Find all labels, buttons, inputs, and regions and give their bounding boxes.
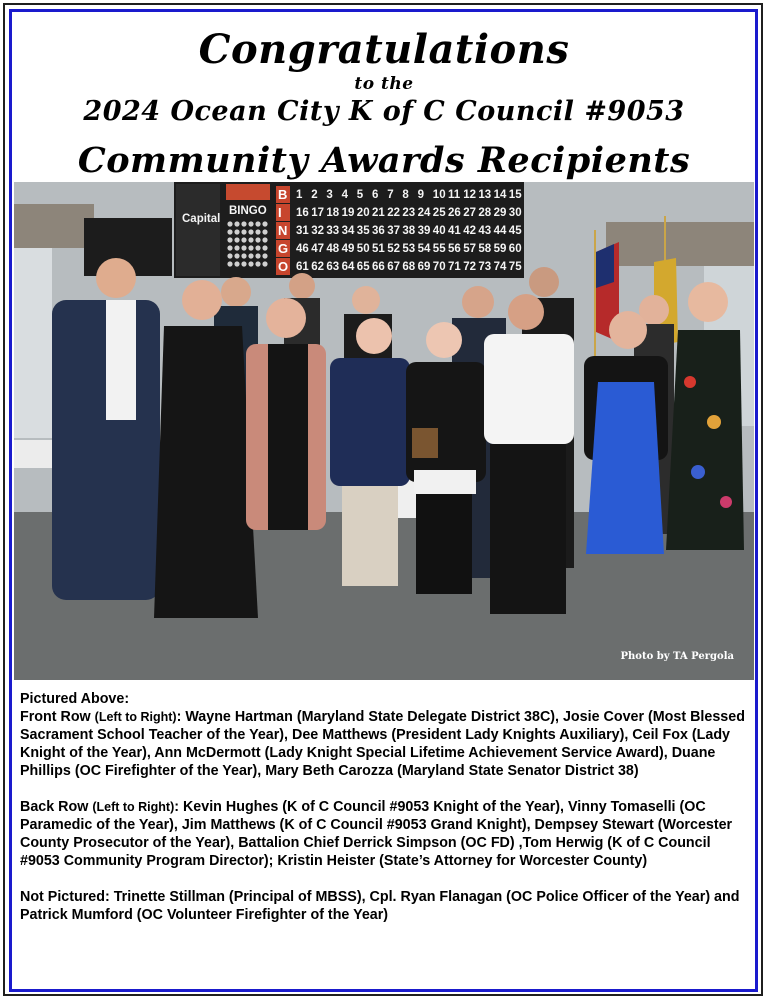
bingo-number: 34 — [341, 225, 355, 237]
bingo-number: 22 — [387, 207, 400, 219]
bingo-ball-slot — [248, 261, 253, 266]
title-awards-recipients: Community Awards Recipients — [77, 140, 691, 181]
bingo-number: 67 — [387, 261, 400, 273]
bingo-ball-slot — [255, 261, 260, 266]
bingo-number: 55 — [432, 243, 446, 255]
bingo-number: 63 — [326, 261, 340, 273]
bingo-ball-slot — [227, 245, 232, 250]
bingo-number: 58 — [478, 243, 492, 255]
bingo-number: 69 — [417, 261, 431, 273]
bingo-number: 70 — [432, 261, 446, 273]
bingo-number: 14 — [493, 189, 507, 201]
bingo-number: 49 — [341, 243, 355, 255]
bingo-number: 28 — [478, 207, 492, 219]
bingo-letter-column — [276, 186, 290, 275]
bingo-number: 30 — [508, 207, 522, 219]
bingo-ball-slot — [241, 245, 246, 250]
front-row-names: : Wayne Hartman (Maryland State Delegate District 38C), Josie Cover (Most Blessed Sacrament School Teacher of the Year), Dee Matthews (President Lady Knights Auxiliary), Ceil Fox (Lady Knight of the Year), Ann McDermott (Lady Knight Special Lifetime Achievement Service Award), Duane Phillips (OC Firefighter of the Year), Mary Beth Carozza (Maryland State Senator District 38) — [20, 709, 745, 779]
bingo-number: 9 — [417, 189, 425, 201]
bingo-number: 54 — [417, 243, 431, 255]
bingo-number: 56 — [448, 243, 461, 255]
bingo-number: 19 — [341, 207, 355, 219]
bingo-number: 1 — [296, 189, 303, 201]
group-photo — [14, 182, 754, 680]
caption-not-pictured — [20, 888, 752, 924]
back-row-names: : Kevin Hughes (K of C Council #9053 Knight of the Year), Vinny Tomaselli (OC Paramedic of the Year), Jim Matthews (K of C Council #9053 Grand Knight), Dempsey Stewart (Worcester County Prosecutor of the Year), Battalion Chief Derrick Simpson (OC FD) ,Tom Herwig (K of C Council #9053 Community Program Director); Kristin Heister (State’s Attorney for Worcester County) — [20, 799, 733, 869]
title-block — [14, 12, 754, 182]
bingo-letter: B — [278, 187, 288, 202]
bingo-ball-slot — [262, 253, 267, 258]
bingo-number: 57 — [463, 243, 476, 255]
bingo-number: 65 — [356, 261, 370, 273]
bingo-number: 4 — [341, 189, 349, 201]
bingo-ball-slot — [255, 245, 260, 250]
bingo-ball-slot — [241, 261, 246, 266]
bingo-ball-slot — [241, 229, 246, 234]
front-row-label: Front Row — [20, 709, 91, 725]
bingo-ball-slot — [255, 221, 260, 226]
bingo-ball-slot — [248, 245, 253, 250]
bingo-ball-slot — [227, 221, 232, 226]
bingo-ball-slot — [262, 237, 267, 242]
bingo-number: 36 — [372, 225, 385, 237]
bingo-ball-slot — [227, 229, 232, 234]
bingo-number: 51 — [372, 243, 385, 255]
bingo-number: 10 — [432, 189, 446, 201]
bingo-ball-slot — [234, 221, 239, 226]
front-row-direction: (Left to Right) — [94, 710, 177, 724]
bingo-number: 47 — [311, 243, 324, 255]
bingo-number: 46 — [296, 243, 309, 255]
bingo-ball-slot — [248, 221, 253, 226]
not-pictured-label: Not Pictured: — [20, 889, 110, 905]
bingo-number: 15 — [508, 189, 522, 201]
bingo-number: 64 — [341, 261, 355, 273]
bingo-number: 68 — [402, 261, 416, 273]
bingo-ball-slot — [234, 261, 239, 266]
bingo-number: 12 — [463, 189, 476, 201]
bingo-number: 40 — [432, 225, 446, 237]
not-pictured-names: Trinette Stillman (Principal of MBSS), Cpl. Ryan Flanagan (OC Police Officer of the Year) and Patrick Mumford (OC Volunteer Firefighter of the Year) — [20, 889, 740, 923]
bingo-number: 13 — [478, 189, 492, 201]
bingo-number: 31 — [296, 225, 309, 237]
caption-back-row — [20, 798, 752, 870]
bingo-number: 38 — [402, 225, 416, 237]
bingo-number: 42 — [463, 225, 476, 237]
bingo-number: 41 — [448, 225, 461, 237]
bingo-number: 29 — [493, 207, 507, 219]
bingo-letter: I — [278, 205, 282, 220]
back-row-label: Back Row — [20, 799, 89, 815]
bingo-ball-slot — [227, 261, 232, 266]
bingo-board-brand: Capital — [182, 213, 221, 225]
bingo-number: 21 — [372, 207, 385, 219]
pictured-label: Pictured Above: — [20, 691, 130, 707]
bingo-number: 37 — [387, 225, 400, 237]
bingo-board-side-label: BINGO — [229, 205, 267, 217]
bingo-ball-slot — [248, 237, 253, 242]
bingo-number: 2 — [311, 189, 318, 201]
bingo-ball-slot — [255, 229, 260, 234]
bingo-ball-slot — [234, 253, 239, 258]
caption-block — [20, 690, 752, 942]
bingo-number: 24 — [417, 207, 431, 219]
bingo-number: 18 — [326, 207, 340, 219]
bingo-ball-slot — [234, 237, 239, 242]
bingo-number: 60 — [508, 243, 522, 255]
bingo-ball-slot — [234, 245, 239, 250]
bingo-number: 17 — [311, 207, 324, 219]
bingo-number: 35 — [356, 225, 370, 237]
bingo-letter: N — [278, 223, 288, 238]
bingo-number: 72 — [463, 261, 476, 273]
bingo-letter: G — [278, 241, 289, 256]
title-council: 2024 Ocean City K of C Council #9053 — [83, 96, 685, 127]
bingo-number: 52 — [387, 243, 400, 255]
bingo-number: 11 — [448, 189, 461, 201]
bingo-number: 25 — [432, 207, 446, 219]
bingo-number: 8 — [402, 189, 409, 201]
bingo-number: 39 — [417, 225, 431, 237]
title-congratulations: Congratulations — [198, 26, 570, 73]
bingo-number: 23 — [402, 207, 416, 219]
bingo-number: 27 — [463, 207, 476, 219]
caption-pictured — [20, 690, 752, 780]
bingo-number: 20 — [356, 207, 370, 219]
bingo-number: 71 — [448, 261, 461, 273]
bingo-number: 7 — [387, 189, 394, 201]
bingo-number: 59 — [493, 243, 507, 255]
photo-credit: Photo by TA Pergola — [620, 651, 734, 662]
bingo-ball-slot — [255, 237, 260, 242]
bingo-number: 26 — [448, 207, 461, 219]
bingo-number: 32 — [311, 225, 324, 237]
bingo-number: 75 — [508, 261, 522, 273]
bingo-number: 43 — [478, 225, 492, 237]
bingo-number: 66 — [372, 261, 385, 273]
bingo-ball-slot — [227, 253, 232, 258]
bingo-ball-slot — [241, 253, 246, 258]
bingo-ball-slot — [234, 229, 239, 234]
bingo-ball-slot — [262, 245, 267, 250]
bingo-number: 50 — [356, 243, 370, 255]
bingo-ball-slot — [248, 229, 253, 234]
bingo-number: 33 — [326, 225, 340, 237]
bingo-letter: O — [278, 259, 289, 274]
bingo-number: 6 — [372, 189, 379, 201]
bingo-number: 45 — [508, 225, 522, 237]
back-row-direction: (Left to Right) — [92, 800, 175, 814]
bingo-ball-slot — [262, 221, 267, 226]
bingo-number: 74 — [493, 261, 507, 273]
bingo-number: 73 — [478, 261, 492, 273]
bingo-number: 62 — [311, 261, 324, 273]
bingo-ball-slot — [255, 253, 260, 258]
bingo-number: 3 — [326, 189, 333, 201]
bingo-ball-slot — [241, 221, 246, 226]
bingo-number: 16 — [296, 207, 309, 219]
bingo-number: 5 — [356, 189, 364, 201]
bingo-number: 48 — [326, 243, 340, 255]
bingo-ball-slot — [227, 237, 232, 242]
bingo-ball-slot — [262, 229, 267, 234]
bingo-number: 53 — [402, 243, 416, 255]
bingo-number: 61 — [296, 261, 309, 273]
bingo-number: 44 — [493, 225, 507, 237]
title-to-the: to the — [354, 74, 414, 94]
bingo-ball-slot — [248, 253, 253, 258]
bingo-ball-slot — [241, 237, 246, 242]
bingo-ball-slot — [262, 261, 267, 266]
